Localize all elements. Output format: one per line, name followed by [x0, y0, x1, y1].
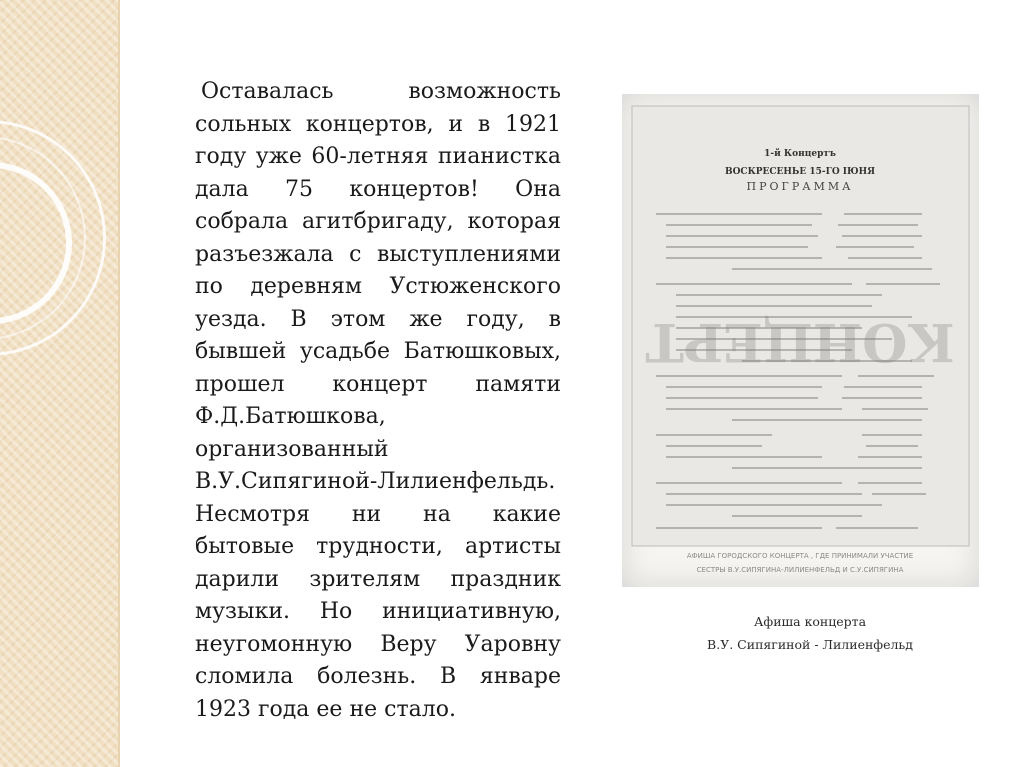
poster-footer-line1: АФИША ГОРОДСКОГО КОНЦЕРТА , ГДЕ ПРИНИМАЛИ УЧАСТИЕ	[686, 552, 914, 560]
svg-text:КОНЦЕРТ: КОНЦЕРТ	[645, 311, 955, 372]
poster-header-line2: ВОСКРЕСЕНЬЕ 15-ГО IЮНЯ	[724, 167, 876, 177]
caption-line1: Афиша концерта	[753, 614, 867, 629]
band-divider	[118, 0, 120, 767]
concert-poster-image	[622, 94, 979, 587]
decorative-left-band	[0, 0, 118, 767]
caption-line2: В.У. Сипягиной - Лилиенфельд	[707, 637, 913, 652]
poster-header-line3: ПРОГРАММА	[746, 180, 854, 193]
poster-graphic	[622, 94, 979, 587]
main-paragraph: Оставалась возможность сольных концертов, и в 1921 году уже 60-летняя пианистка дала 75 концертов! Она собрала агитбригаду, которая разъезжала с выступлениями по деревням Устюженского уезда. В этом же году, в бывшей усадьбе Батюшковых, прошел концерт памяти Ф.Д.Батюшкова, организованный В.У.Сипягиной-Лилиенфельдь. Несмотря ни на какие бытовые трудности, артисты дарили зрителям праздник музыки. Но инициативную, неугомонную Веру Уаровну сломила болезнь. В январе 1923 года ее не стало.	[195, 79, 561, 722]
poster-footer-line2: СЕСТРЫ В.У.СИПЯГИНА-ЛИЛИЕНФЕЛЬД И С.У.СИПЯГИНА	[696, 566, 904, 574]
poster-header-line1: 1-й Концертъ	[764, 149, 836, 159]
main-text-block	[195, 76, 561, 726]
